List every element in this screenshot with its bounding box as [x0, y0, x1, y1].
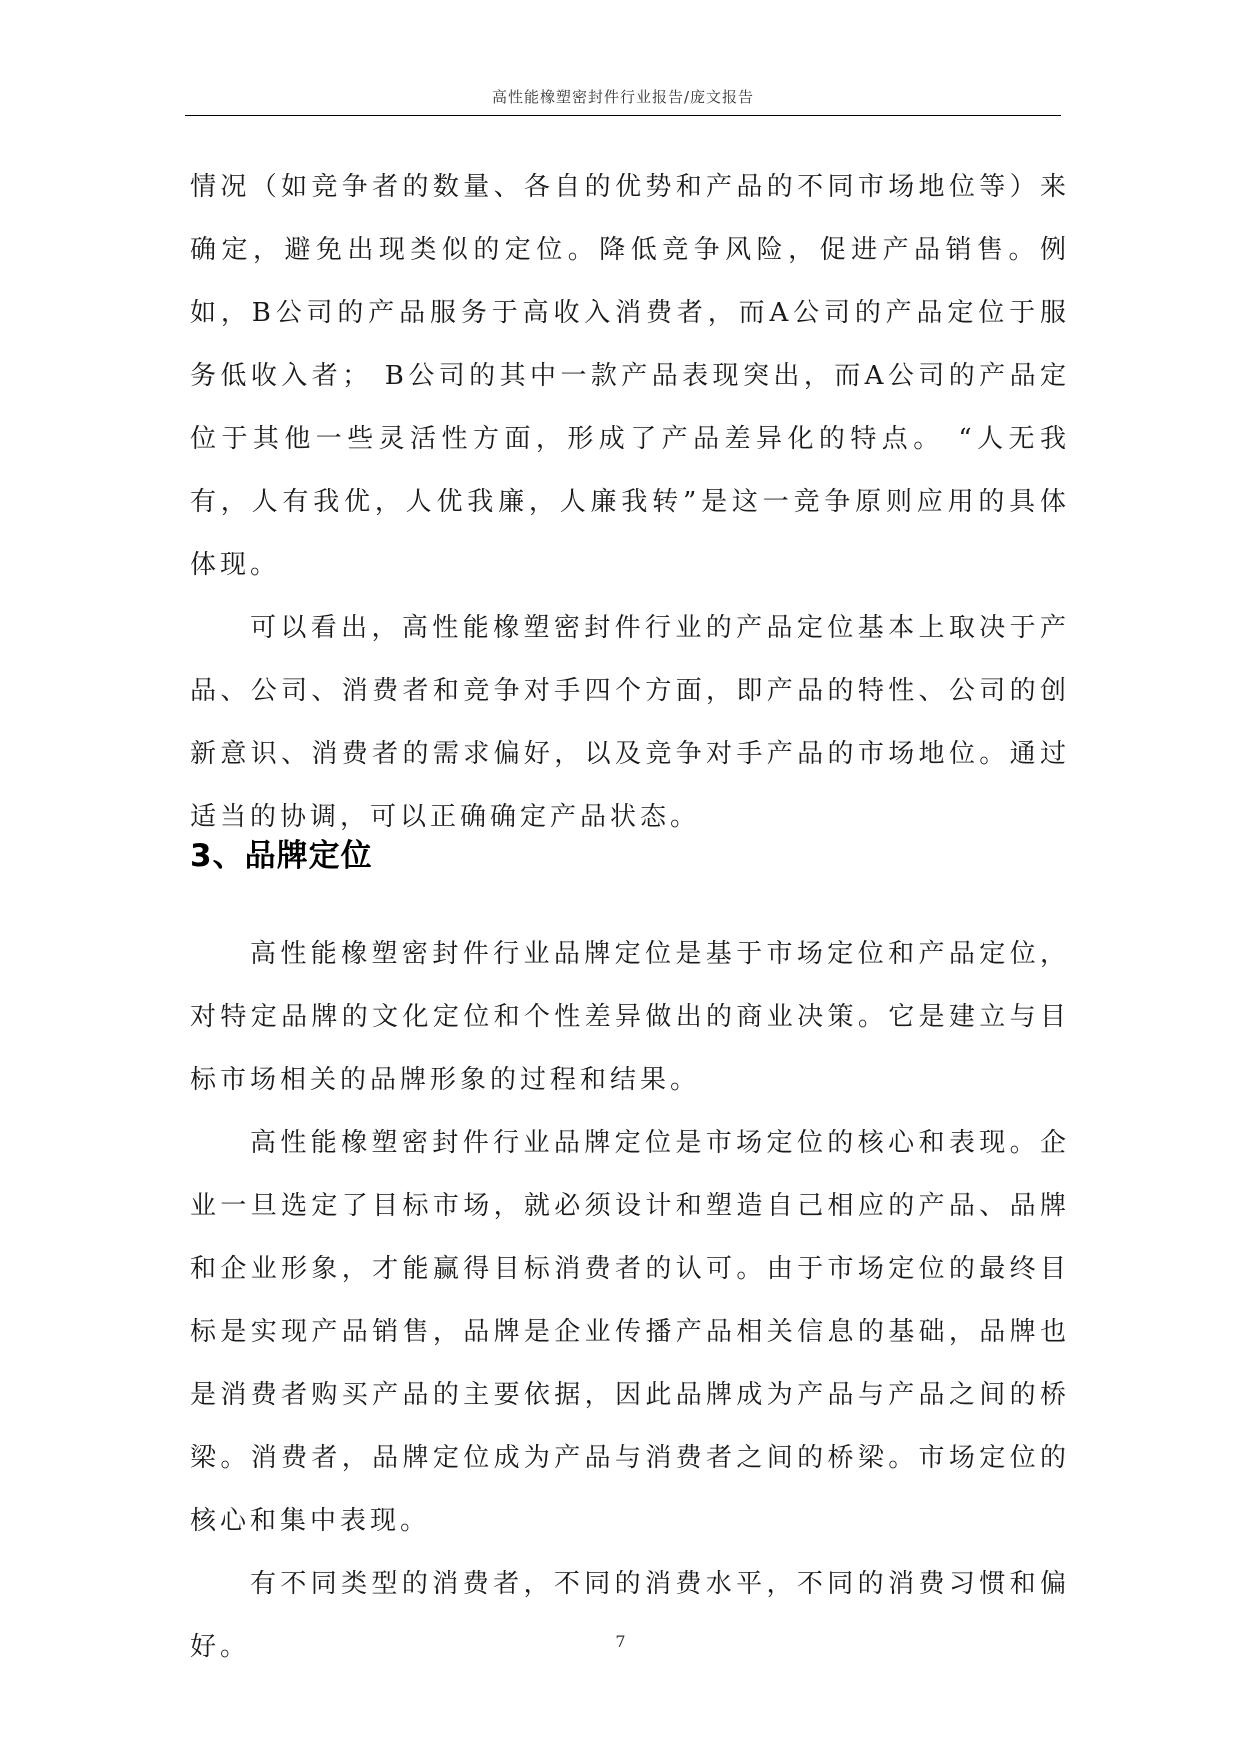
body-text-upper — [190, 156, 1070, 849]
section-paragraph-1: 高性能橡塑密封件行业品牌定位是基于市场定位和产品定位，对特定品牌的文化定位和个性差异做出的商业决策。它是建立与目标市场相关的品牌形象的过程和结果。 — [190, 939, 1070, 1095]
header-divider — [185, 115, 1061, 116]
section-paragraph-3: 有不同类型的消费者，不同的消费水平，不同的消费习惯和偏好。 — [190, 1569, 1070, 1662]
section-heading: 3、品牌定位 — [190, 838, 373, 874]
body-text-lower — [190, 923, 1070, 1679]
section-paragraph-2: 高性能橡塑密封件行业品牌定位是市场定位的核心和表现。企业一旦选定了目标市场，就必须设计和塑造自己相应的产品、品牌和企业形象，才能赢得目标消费者的认可。由于市场定位的最终目标是实现产品销售，品牌是企业传播产品相关信息的基础，品牌也是消费者购买产品的主要依据，因此品牌成为产品与产品之间的桥梁。消费者，品牌定位成为产品与消费者之间的桥梁。市场定位的核心和集中表现。 — [190, 1128, 1070, 1536]
page-header-title: 高性能橡塑密封件行业报告/庞文报告 — [491, 88, 755, 106]
page-number: 7 — [615, 1632, 626, 1651]
paragraph-summary: 可以看出，高性能橡塑密封件行业的产品定位基本上取决于产品、公司、消费者和竞争对手四个方面，即产品的特性、公司的创新意识、消费者的需求偏好，以及竞争对手产品的市场地位。通过适当的协调，可以正确确定产品状态。 — [190, 613, 1070, 832]
paragraph-continued: 情况（如竞争者的数量、各自的优势和产品的不同市场地位等）来确定，避免出现类似的定位。降低竞争风险，促进产品销售。例如，B公司的产品服务于高收入消费者，而A公司的产品定位于服务低收入者； B公司的其中一款产品表现突出，而A公司的产品定位于其他一些灵活性方面，形成了产品差异化的特点。 “人无我有，人有我优，人优我廉，人廉我转”是这一竞争原则应用的具体体现。 — [190, 172, 1070, 580]
